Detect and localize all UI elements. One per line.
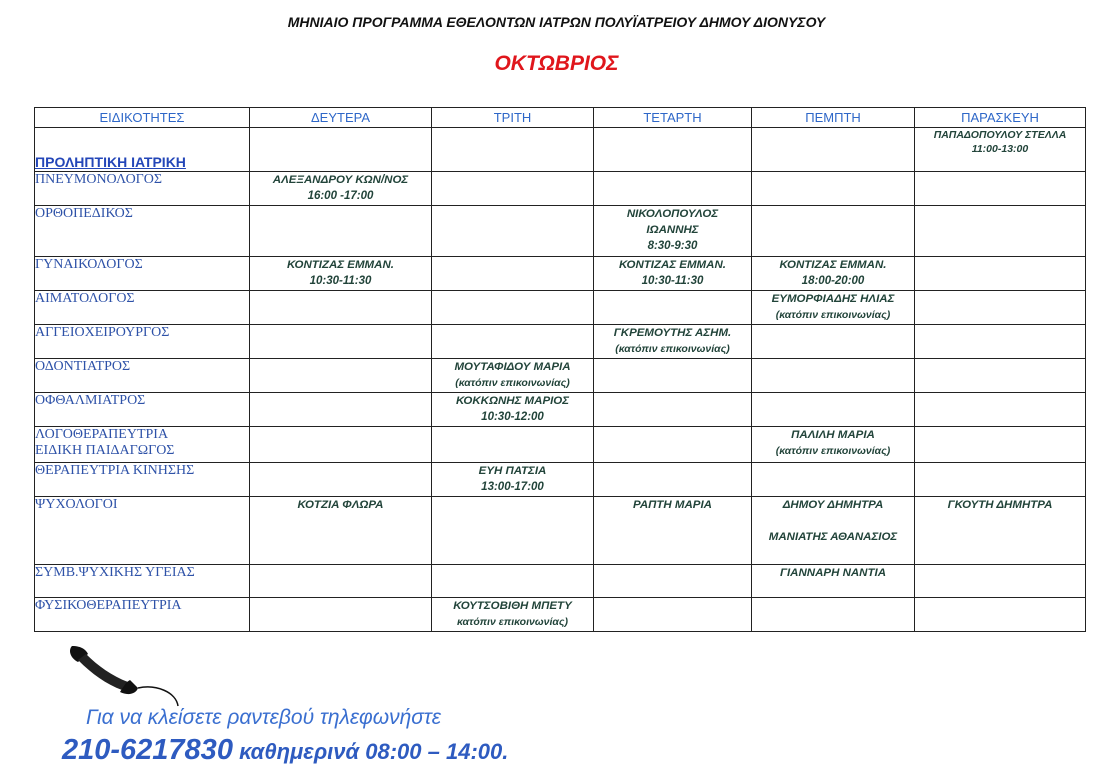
- schedule-detail: ΜΑΝΙΑΤΗΣ ΑΘΑΝΑΣΙΟΣ: [768, 531, 898, 543]
- table-row: [35, 393, 1086, 427]
- schedule-cell: [250, 172, 432, 206]
- specialty-label: ΛΟΓΟΘΕΡΑΠΕΥΤΡΙΑ: [35, 427, 169, 442]
- specialty-cell: [35, 359, 250, 393]
- specialty-cell: [35, 128, 250, 172]
- schedule-cell: [915, 393, 1086, 427]
- schedule-cell: [915, 359, 1086, 393]
- specialty-label: ΟΡΘΟΠΕΔΙΚΟΣ: [35, 206, 133, 221]
- schedule-cell: [752, 291, 915, 325]
- specialty-label: ΑΓΓΕΙΟΧΕΙΡΟΥΡΓΟΣ: [35, 325, 170, 340]
- table-row: [35, 128, 1086, 172]
- specialty-label: ΠΝΕΥΜΟΝΟΛΟΓΟΣ: [35, 172, 163, 187]
- schedule-detail: (κατόπιν επικοινωνίας): [775, 309, 891, 321]
- schedule-cell: [432, 128, 594, 172]
- schedule-cell: [432, 565, 594, 598]
- column-header: ΔΕΥΤΕΡΑ: [250, 108, 432, 128]
- schedule-cell: [250, 206, 432, 257]
- schedule-cell: [752, 257, 915, 291]
- schedule-cell: [250, 497, 432, 565]
- specialty-label: ΘΕΡΑΠΕΥΤΡΙΑ ΚΙΝΗΣΗΣ: [35, 463, 195, 478]
- specialty-cell: [35, 291, 250, 325]
- table-row: [35, 598, 1086, 632]
- table-header-row: [35, 108, 1086, 128]
- table-row: [35, 206, 1086, 257]
- schedule-detail: κατόπιν επικοινωνίας): [457, 616, 568, 628]
- schedule-cell: [250, 393, 432, 427]
- schedule-table: [34, 107, 1086, 632]
- specialty-label: ΦΥΣΙΚΟΘΕΡΑΠΕΥΤΡΙΑ: [35, 598, 182, 613]
- schedule-cell: [594, 257, 752, 291]
- schedule-detail: (κατόπιν επικοινωνίας): [775, 445, 891, 457]
- schedule-detail: ΙΩΑΝΝΗΣ: [646, 224, 699, 236]
- schedule-cell: [594, 172, 752, 206]
- phone-line: [62, 734, 508, 767]
- schedule-cell: [752, 497, 915, 565]
- table-row: [35, 427, 1086, 463]
- month-title: ΟΚΤΩΒΡΙΟΣ: [494, 52, 619, 75]
- schedule-detail: 10:30-11:30: [641, 275, 704, 287]
- schedule-detail: [752, 513, 914, 529]
- schedule-cell: [594, 291, 752, 325]
- schedule-cell: [250, 427, 432, 463]
- schedule-cell: [432, 291, 594, 325]
- table-row: [35, 172, 1086, 206]
- doctor-name: ΓΙΑΝΝΑΡΗ ΝΑΝΤΙΑ: [779, 567, 887, 579]
- schedule-cell: [250, 291, 432, 325]
- doctor-name: ΕΥΜΟΡΦΙΑΔΗΣ ΗΛΙΑΣ: [771, 293, 895, 305]
- table-row: [35, 463, 1086, 497]
- table-row: [35, 497, 1086, 565]
- specialty-cell: [35, 206, 250, 257]
- schedule-cell: [250, 257, 432, 291]
- schedule-cell: [432, 427, 594, 463]
- column-header: ΤΡΙΤΗ: [432, 108, 594, 128]
- schedule-detail: 13:00-17:00: [481, 481, 544, 493]
- specialty-label: ΕΙΔΙΚΗ ΠΑΙΔΑΓΩΓΟΣ: [35, 443, 175, 458]
- specialty-label: ΟΔΟΝΤΙΑΤΡΟΣ: [35, 359, 131, 374]
- schedule-cell: [752, 393, 915, 427]
- schedule-cell: [250, 463, 432, 497]
- doctor-name: ΠΑΠΑΔΟΠΟΥΛΟΥ ΣΤΕΛΛΑ: [933, 129, 1067, 141]
- table-row: [35, 565, 1086, 598]
- schedule-cell: [915, 463, 1086, 497]
- doctor-name: ΓΚΡΕΜΟΥΤΗΣ ΑΣΗΜ.: [613, 327, 732, 339]
- schedule-cell: [594, 497, 752, 565]
- column-header: ΤΕΤΑΡΤΗ: [594, 108, 752, 128]
- telephone-icon: [66, 638, 186, 708]
- specialty-cell: [35, 257, 250, 291]
- schedule-cell: [250, 359, 432, 393]
- doctor-name: ΡΑΠΤΗ ΜΑΡΙΑ: [633, 499, 712, 511]
- table-row: [35, 325, 1086, 359]
- schedule-cell: [432, 206, 594, 257]
- schedule-cell: [594, 463, 752, 497]
- specialty-cell: [35, 497, 250, 565]
- specialty-label: ΑΙΜΑΤΟΛΟΓΟΣ: [35, 291, 135, 306]
- doctor-name: ΚΟΝΤΙΖΑΣ ΕΜΜΑΝ.: [779, 259, 887, 271]
- schedule-cell: [752, 598, 915, 632]
- schedule-cell: [594, 359, 752, 393]
- schedule-cell: [432, 359, 594, 393]
- doctor-name: ΔΗΜΟΥ ΔΗΜΗΤΡΑ: [782, 499, 884, 511]
- specialty-cell: [35, 325, 250, 359]
- doctor-name: ΚΟΤΖΙΑ ΦΛΩΡΑ: [297, 499, 384, 511]
- table-row: [35, 291, 1086, 325]
- schedule-cell: [432, 257, 594, 291]
- specialty-label: ΣΥΜΒ.ΨΥΧΙΚΗΣ ΥΓΕΙΑΣ: [35, 565, 195, 580]
- doctor-name: ΠΑΛΙΛΗ ΜΑΡΙΑ: [791, 429, 875, 441]
- schedule-cell: [432, 172, 594, 206]
- schedule-cell: [752, 128, 915, 172]
- schedule-cell: [752, 325, 915, 359]
- column-header: ΕΙΔΙΚΟΤΗΤΕΣ: [35, 108, 250, 128]
- schedule-cell: [915, 497, 1086, 565]
- table-row: [35, 257, 1086, 291]
- specialty-cell: [35, 463, 250, 497]
- office-hours: καθημερινά 08:00 – 14:00.: [232, 739, 509, 764]
- schedule-cell: [752, 172, 915, 206]
- column-header: ΠΕΜΠΤΗ: [752, 108, 915, 128]
- schedule-cell: [432, 325, 594, 359]
- doctor-name: ΓΚΟΥΤΗ ΔΗΜΗΤΡΑ: [947, 499, 1053, 511]
- schedule-detail: 11:00-13:00: [971, 143, 1029, 155]
- schedule-detail: 8:30-9:30: [647, 240, 698, 252]
- doctor-name: ΝΙΚΟΛΟΠΟΥΛΟΣ: [626, 208, 719, 220]
- schedule-cell: [594, 325, 752, 359]
- schedule-cell: [250, 565, 432, 598]
- schedule-detail: (κατόπιν επικοινωνίας): [455, 377, 570, 389]
- specialty-cell: [35, 598, 250, 632]
- schedule-cell: [594, 128, 752, 172]
- doctor-name: ΚΟΝΤΙΖΑΣ ΕΜΜΑΝ.: [619, 259, 726, 271]
- specialty-cell: [35, 565, 250, 598]
- phone-number[interactable]: 210-6217830: [62, 734, 233, 766]
- schedule-cell: [915, 206, 1086, 257]
- schedule-cell: [432, 463, 594, 497]
- doctor-name: ΚΟΥΤΣΟΒΙΘΗ ΜΠΕΤΥ: [453, 600, 572, 612]
- schedule-detail: 10:30-12:00: [481, 411, 544, 423]
- appointment-call-to-action: Για να κλείσετε ραντεβού τηλεφωνήστε: [86, 706, 442, 729]
- schedule-cell: [915, 172, 1086, 206]
- schedule-cell: [432, 393, 594, 427]
- doctor-name: ΜΟΥΤΑΦΙΔΟΥ ΜΑΡΙΑ: [454, 361, 571, 373]
- specialty-label: ΨΥΧΟΛΟΓΟΙ: [35, 497, 118, 512]
- specialty-cell: [35, 393, 250, 427]
- schedule-cell: [915, 325, 1086, 359]
- schedule-cell: [915, 427, 1086, 463]
- schedule-detail: 16:00 -17:00: [307, 190, 374, 202]
- schedule-cell: [915, 291, 1086, 325]
- doctor-name: ΚΟΝΤΙΖΑΣ ΕΜΜΑΝ.: [287, 259, 394, 271]
- schedule-cell: [432, 497, 594, 565]
- schedule-detail: (κατόπιν επικοινωνίας): [615, 343, 730, 355]
- schedule-cell: [594, 393, 752, 427]
- specialty-label: ΠΡΟΛΗΠΤΙΚΗ ΙΑΤΡΙΚΗ: [35, 154, 186, 170]
- doctor-name: ΚΟΚΚΩΝΗΣ ΜΑΡΙΟΣ: [455, 395, 570, 407]
- schedule-cell: [594, 206, 752, 257]
- schedule-cell: [594, 565, 752, 598]
- schedule-detail: 10:30-11:30: [309, 275, 372, 287]
- schedule-cell: [752, 565, 915, 598]
- schedule-cell: [250, 128, 432, 172]
- schedule-cell: [915, 598, 1086, 632]
- schedule-cell: [915, 257, 1086, 291]
- schedule-cell: [752, 427, 915, 463]
- specialty-cell: [35, 172, 250, 206]
- schedule-cell: [752, 206, 915, 257]
- schedule-cell: [250, 598, 432, 632]
- schedule-detail: 18:00-20:00: [801, 275, 865, 287]
- table-row: [35, 359, 1086, 393]
- doctor-name: ΑΛΕΞΑΝΔΡΟΥ ΚΩΝ/ΝΟΣ: [272, 174, 409, 186]
- schedule-cell: [915, 128, 1086, 172]
- column-header: ΠΑΡΑΣΚΕΥΗ: [915, 108, 1086, 128]
- specialty-label: ΟΦΘΑΛΜΙΑΤΡΟΣ: [35, 393, 146, 408]
- schedule-cell: [915, 565, 1086, 598]
- schedule-cell: [752, 463, 915, 497]
- doctor-name: ΕΥΗ ΠΑΤΣΙΑ: [478, 465, 547, 477]
- schedule-cell: [594, 598, 752, 632]
- schedule-cell: [594, 427, 752, 463]
- specialty-cell: [35, 427, 250, 463]
- schedule-cell: [432, 598, 594, 632]
- schedule-cell: [250, 325, 432, 359]
- schedule-cell: [752, 359, 915, 393]
- specialty-label: ΓΥΝΑΙΚΟΛΟΓΟΣ: [35, 257, 143, 272]
- page-title: ΜΗΝΙΑΙΟ ΠΡΟΓΡΑΜΜΑ ΕΘΕΛΟΝΤΩΝ ΙΑΤΡΩΝ ΠΟΛΥΪΑΤΡΕΙΟΥ ΔΗΜΟΥ ΔΙΟΝΥΣΟΥ: [287, 14, 826, 30]
